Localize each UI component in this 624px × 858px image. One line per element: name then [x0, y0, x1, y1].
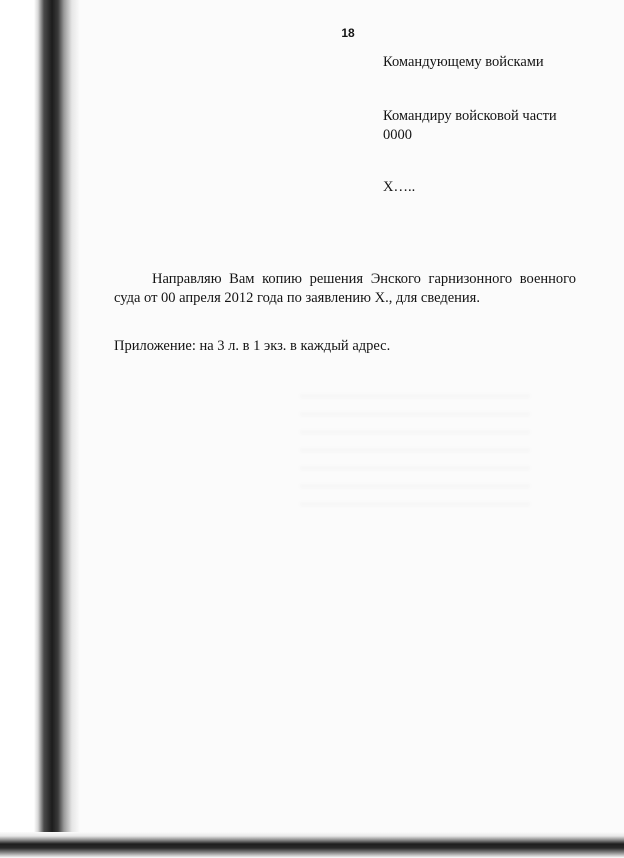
addressee-recipient-x: Х…..	[383, 179, 416, 195]
page-number: 18	[341, 26, 355, 40]
body-paragraph-line-2: суда от 00 апреля 2012 года по заявлению Х., для сведения.	[114, 290, 480, 306]
scan-binding-shadow	[0, 0, 80, 858]
addressee-unit-commander: Командиру войсковой части	[383, 108, 557, 124]
addressee-commander-troops: Командующему войсками	[383, 54, 544, 70]
attachment-note: Приложение: на 3 л. в 1 экз. в каждый адрес.	[114, 338, 391, 354]
bleed-through-texture	[300, 380, 530, 520]
body-paragraph-line-1: Направляю Вам копию решения Энского гарнизонного военного	[152, 271, 577, 287]
addressee-unit-number: 0000	[383, 127, 412, 143]
scan-bottom-edge	[0, 832, 624, 858]
